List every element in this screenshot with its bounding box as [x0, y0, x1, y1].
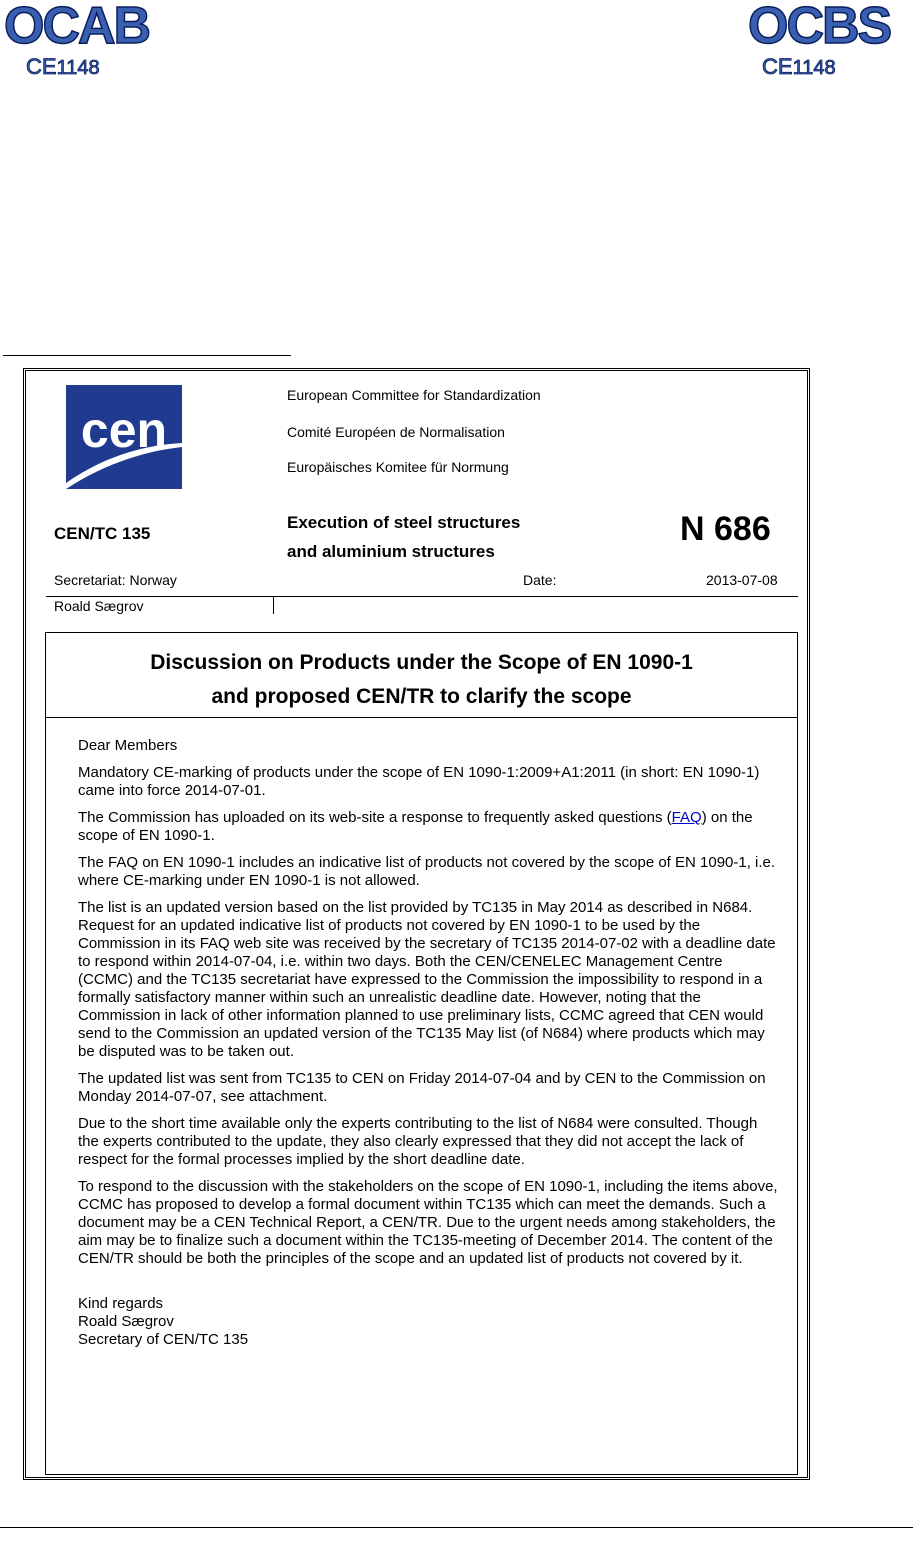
- secretariat: Secretariat: Norway: [54, 572, 177, 588]
- ocab-logo: [4, 0, 164, 84]
- letter-body: [78, 737, 778, 1349]
- date-label: Date:: [523, 572, 557, 588]
- org-name-fr: Comité Européen de Normalisation: [287, 424, 505, 440]
- document-title: Discussion on Products under the Scope of EN 1090-1 and proposed CEN/TR to clarify the scope: [150, 651, 693, 708]
- paragraph: Due to the short time available only the experts contributing to the list of N684 were consulted. Though the experts contributed to the update, they also clearly expressed that they did not accept the lack of respect for the formal processes implied by the short deadline date.: [78, 1115, 758, 1168]
- ocbs-logo-text: OCBS: [748, 0, 891, 55]
- author: Roald Sægrov: [54, 598, 144, 614]
- salutation: Dear Members: [78, 737, 178, 754]
- ce-mark-right: CE1148: [762, 54, 836, 79]
- paragraph: The list is an updated version based on the list provided by TC135 in May 2014 as described in N684. Request for an updated indicative list of products not covered by EN 1090-1 to be used by the Commission in its FAQ web site was received by the secretary of TC135 2014-07-02 with a deadline date to respond within 2014-07-04, i.e. within two days. Both the CEN/CENELEC Management Centre (CCMC) and the TC135 secretariat have expressed to the Commission the impossibility to respond in a formally satisfactory manner within such an unrealistic deadline date. However, noting that the Commission in lack of other information planned to use preliminary lists, CCMC agreed that CEN would send to the Commission an updated version of the TC135 May list (of N684) where products which may be disputed was to be taken out.: [78, 899, 776, 1060]
- org-name-en: European Committee for Standardization: [287, 387, 541, 403]
- committee-code: CEN/TC 135: [54, 524, 151, 543]
- date-value: 2013-07-08: [706, 572, 778, 588]
- paragraph: To respond to the discussion with the stakeholders on the scope of EN 1090-1, including the items above, CCMC has proposed to develop a formal document within TC135 which can meet the demands. Such a document may be a CEN Technical Report, a CEN/TR. Due to the urgent needs among stakeholders, the aim may be to finalize such a document within the TC135-meeting of December 2014. The content of the CEN/TR should be both the principles of the scope and an updated list of products not covered by it.: [78, 1178, 778, 1267]
- paragraph: Mandatory CE-marking of products under the scope of EN 1090-1:2009+A1:2011 (in short: EN 1090-1) came into force 2014-07-01.: [78, 764, 760, 799]
- closing: Kind regards Roald Sægrov Secretary of CEN/TC 135: [78, 1295, 249, 1348]
- ocbs-logo: [748, 0, 908, 84]
- footer-rule: [0, 1527, 913, 1528]
- paragraph: The updated list was sent from TC135 to CEN on Friday 2014-07-04 and by CEN to the Commission on Monday 2014-07-07, see attachment.: [78, 1070, 766, 1105]
- meta-separator: [273, 596, 274, 614]
- paragraph: The Commission has uploaded on its web-site a response to frequently asked questions (FAQ) on the scope of EN 1090-1.: [78, 809, 753, 844]
- title-separator: [45, 717, 798, 718]
- meta-rule: [46, 596, 798, 597]
- org-name-de: Europäisches Komitee für Normung: [287, 459, 509, 475]
- document-number: N 686: [680, 510, 771, 548]
- ce-mark-left: CE1148: [26, 54, 100, 79]
- header-rule: [3, 355, 291, 356]
- ocab-logo-text: OCAB: [4, 0, 150, 55]
- faq-link[interactable]: FAQ: [671, 809, 702, 826]
- cen-logo-text: cen: [80, 402, 168, 458]
- paragraph: The FAQ on EN 1090-1 includes an indicative list of products not covered by the scope of EN 1090-1, i.e. where CE-marking under EN 1090-1 is not allowed.: [78, 854, 776, 889]
- committee-subject: Execution of steel structures and aluminium structures: [287, 513, 521, 561]
- cen-logo: [66, 385, 182, 489]
